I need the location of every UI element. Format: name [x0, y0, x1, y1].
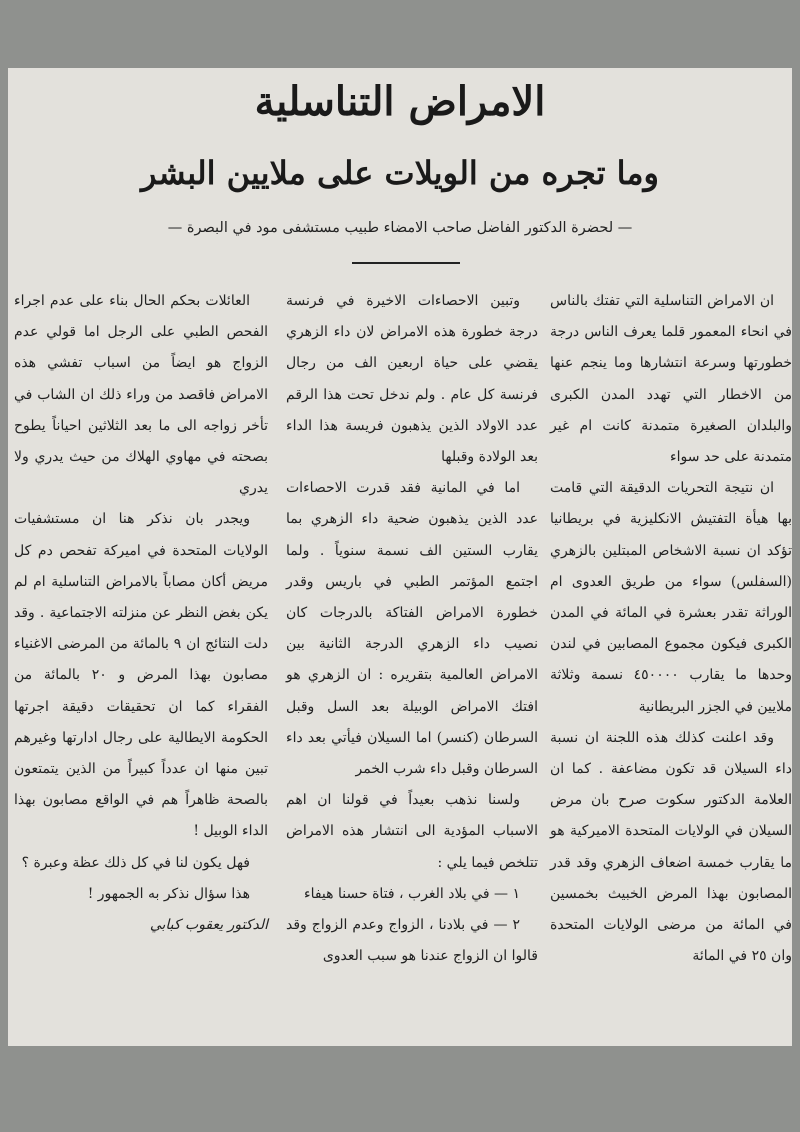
- paragraph: فهل يكون لنا في كل ذلك عظة وعبرة ؟: [21, 854, 250, 871]
- list-item: ٢ — في بلادنا ، الزواج وعدم الزواج وقد قالوا ان الزواج عندنا هو سبب العدوى: [286, 917, 538, 965]
- paragraph: وتبين الاحصاءات الاخيرة في فرنسة درجة خطورة هذه الامراض لان داء الزهري يقضي على حياة اربعين الف من رجال فرنسة كل عام . ولم ندخل تحت هذا الرقم عدد الاولاد الذين يذهبون فريسة هذا الداء بعد الولادة وقبلها: [286, 293, 538, 466]
- column-left: [14, 286, 268, 941]
- column-middle: [286, 286, 538, 972]
- paragraph: ولسنا نذهب بعيداً في قولنا ان اهم الاسباب المؤدية الى انتشار هذه الامراض تتلخص فيما يلي :: [286, 792, 538, 871]
- article-title: الامراض التناسلية: [254, 78, 546, 125]
- list-item: ١ — في بلاد الغرب ، فتاة حسنا هيفاء: [304, 885, 520, 902]
- article-byline: — لحضرة الدكتور الفاضل صاحب الامضاء طبيب مستشفى مود في البصرة —: [167, 220, 633, 236]
- paragraph: ان نتيجة التحريات الدقيقة التي قامت بها هيأة التفتيش الانكليزية في بريطانيا تؤكد ان نسبة الاشخاص المبتلين بالزهري (السفلس) سواء من طريق العدوى ام الوراثة تقدر بعشرة في المائة في المدن الكبرى فيكون مجموع المصابين في لندن وحدها ما يقارب ٤٥٠٠٠٠ نسمة وثلاثة ملايين في الجزر البريطانية: [550, 480, 792, 715]
- author-signature: الدكتور يعقوب كبابي: [149, 917, 268, 934]
- paragraph: وقد اعلنت كذلك هذه اللجنة ان نسبة داء السيلان قد تكون مضاعفة . كما ان العلامة الدكتور سكوت صرح بان مرض السيلان في الولايات المتحدة الاميركية هو ما يقارب خمسة اضعاف الزهري وقد قدر المصابون بهذا المرض الخبيث بخمسين في المائة من مرضى الولايات المتحدة وان ٢٥ في المائة: [550, 729, 792, 965]
- paragraph: ويجدر بان نذكر هنا ان مستشفيات الولايات المتحدة في اميركة تفحص دم كل مريض أكان مصاباً بالامراض التناسلية ام لم يكن بغض النظر عن منزلته الاجتماعية . وقد دلت النتائج ان ٩ بالمائة من المرضى الاغنياء مصابون بهذا المرض و ٢٠ بالمائة من الفقراء كما ان تحقيقات دقيقة اجرتها الحكومة الايطالية على رجال ادارتها وغيرهم تبين منها ان عدداً كبيراً من الذين يتمتعون بالصحة ظاهراً هم في الواقع مصابون بهذا الداء الوبيل !: [14, 511, 269, 840]
- column-right: [550, 286, 792, 972]
- magazine-page: [8, 68, 792, 1046]
- paragraph: اما في المانية فقد قدرت الاحصاءات عدد الذين يذهبون ضحية داء الزهري بما يقارب الستين الف نسمة سنوياً . ولما اجتمع المؤتمر الطبي في باريس وقدر خطورة الامراض الفتاكة بالدرجات كان نصيب داء الزهري الدرجة الثانية بين الامراض العالمية بتقريره : ان الزهري هو افتك الامراض الوبيلة بعد السل وقبل السرطان (كنسر) اما السيلان فيأتي بعد داء السرطان وقبل داء شرب الخمر: [286, 480, 538, 778]
- paragraph: ان الامراض التناسلية التي تفتك بالناس في انحاء المعمور قلما يعرف الناس درجة خطورتها وسرعة انتشارها وما ينجم عنها من الاخطار التي تهدد المدن الكبرى والبلدان الصغيرة متمدنة كانت ام غير متمدنة على حد سواء: [550, 293, 792, 466]
- title-divider: [352, 262, 460, 264]
- article-subtitle: وما تجره من الويلات على ملايين البشر: [141, 154, 659, 192]
- paragraph: هذا سؤال نذكر به الجمهور !: [87, 885, 250, 902]
- paragraph: العائلات بحكم الحال بناء على عدم اجراء الفحص الطبي على الرجل اما قولي عدم الزواج هو ايضاً من اسباب تفشي هذه الامراض فاقصد من وراء ذلك ان الشاب في تأخر زواجه الى ما بعد الثلاثين احياناً يطوح بصحته في مهاوي الهلاك من حيث يدري ولا يدري: [14, 293, 268, 497]
